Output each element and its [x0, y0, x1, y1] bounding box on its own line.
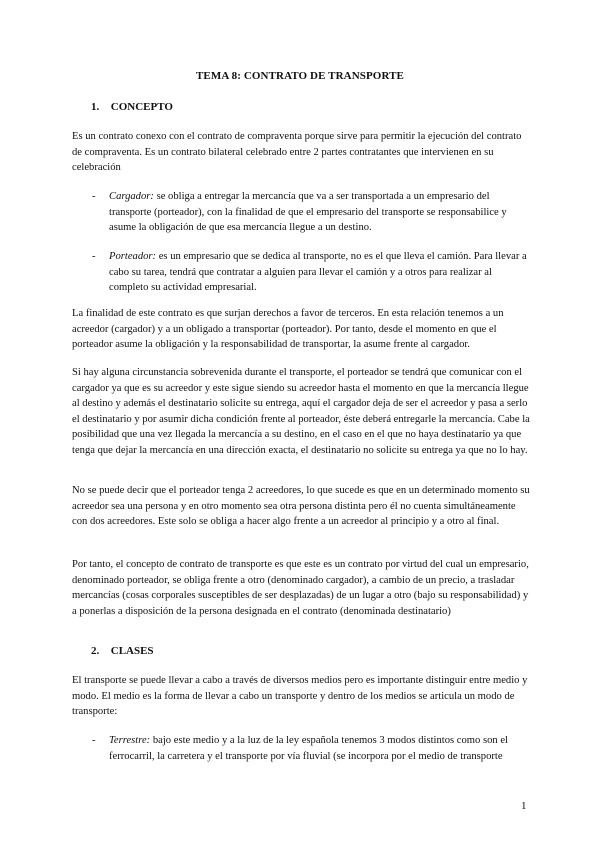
paragraph-intro: Es un contrato conexo con el contrato de compraventa porque sirve para permitir la ejecución del contrato de compraventa. Es un contrato bilateral celebrado entre 2 partes contratantes que intervienen en su celebración: [72, 131, 522, 174]
section-number: 1.: [91, 101, 100, 113]
section-heading-clases: [91, 645, 154, 657]
document-title: TEMA 8: CONTRATO DE TRANSPORTE: [196, 70, 404, 82]
paragraph-circunstancia: Si hay alguna circunstancia sobrevenida durante el transporte, el porteador se tendrá que comunicar con el cargador ya que es su acreedor y este sigue siendo su acreedor hasta el momento en que la mercancía llegue al destino y además el destinatario solicite su entrega, aquí el cargador deja de ser el acreedor y pasa a serlo el destinatario y por asumir dicha condición frente al porteador, éste deberá entregarle la mercancía. Cabe la posibilidad que una vez llegada la mercancía a su destino, en el caso en el que no haya destinatario ya que tenga que dejar la mercancía en una dirección exacta, el destinatario no solicite su entrega ya que no lo hay.: [72, 367, 530, 456]
bullet-body: bajo este medio y a la luz de la ley española tenemos 3 modos distintos como son el ferrocarril, la carretera y el transporte por vía fluvial (se incorpora por el medio de transporte: [109, 735, 508, 762]
paragraph-acreedores: No se puede decir que el porteador tenga 2 acreedores, lo que sucede es que en un determinado momento su acreedor sea una persona y en otro momento sea otra persona distinta pero él no cuenta simultáneamente con dos acreedores. Este solo se obliga a hacer algo frente a un acreedor al principio y a otro al final.: [72, 485, 530, 528]
bullet-term: Porteador:: [109, 251, 157, 262]
page-number: 1: [521, 800, 527, 812]
section-title: CLASES: [110, 645, 154, 657]
paragraph-finalidad: La finalidad de este contrato es que surjan derechos a favor de terceros. En esta relación tenemos a un acreedor (cargador) y a un obligado a transportar (porteador). Por tanto, desde el momento en que el porteador asume la obligación y la responsabilidad de transportar, la asume frente al cargador.: [72, 308, 504, 351]
bullet-body: es un empresario que se dedica al transporte, no es el que lleva el camión. Para llevar a cabo su tarea, tendrá que contratar a alguien para llevar el camión y a otros para realizar al completo su actividad empresarial.: [109, 251, 527, 294]
paragraph-medios: El transporte se puede llevar a cabo a través de diversos medios pero es importante distinguir entre medio y modo. El medio es la forma de llevar a cabo un transporte y dentro de los medios se articula un modo de transporte:: [72, 675, 528, 718]
bullet-text: [109, 189, 533, 236]
bullet-dash: -: [92, 251, 96, 262]
section-number: 2.: [91, 645, 100, 657]
list-item-cargador: [92, 189, 533, 236]
paragraph-concepto-final: Por tanto, el concepto de contrato de transporte es que este es un contrato por virtud del cual un empresario, denominado porteador, se obliga frente a otro (denominado cargador), a cambio de un precio, a trasladar mercancías (cosas corporales susceptibles de ser desplazadas) de un lugar a otro (bajo su responsabilidad) y a ponerlas a disposición de la persona designada en el contrato (denominada destinatario): [72, 559, 529, 617]
bullet-term: Terrestre:: [109, 735, 151, 746]
bullet-body: se obliga a entregar la mercancía que va a ser transportada a un empresario del transporte (porteador), con la finalidad de que el empresario del transporte se responsabilice y asume la obligación de que esa mercancía llegue a un destino.: [109, 191, 507, 234]
section-title: CONCEPTO: [110, 101, 173, 113]
bullet-text: [109, 249, 533, 296]
list-item-porteador: [92, 249, 533, 296]
bullet-term: Cargador:: [109, 191, 154, 202]
bullet-dash: -: [92, 735, 96, 746]
bullet-dash: -: [92, 191, 96, 202]
section-heading-concepto: [91, 101, 173, 113]
list-item-terrestre: [92, 733, 533, 764]
bullet-text: [109, 733, 533, 764]
